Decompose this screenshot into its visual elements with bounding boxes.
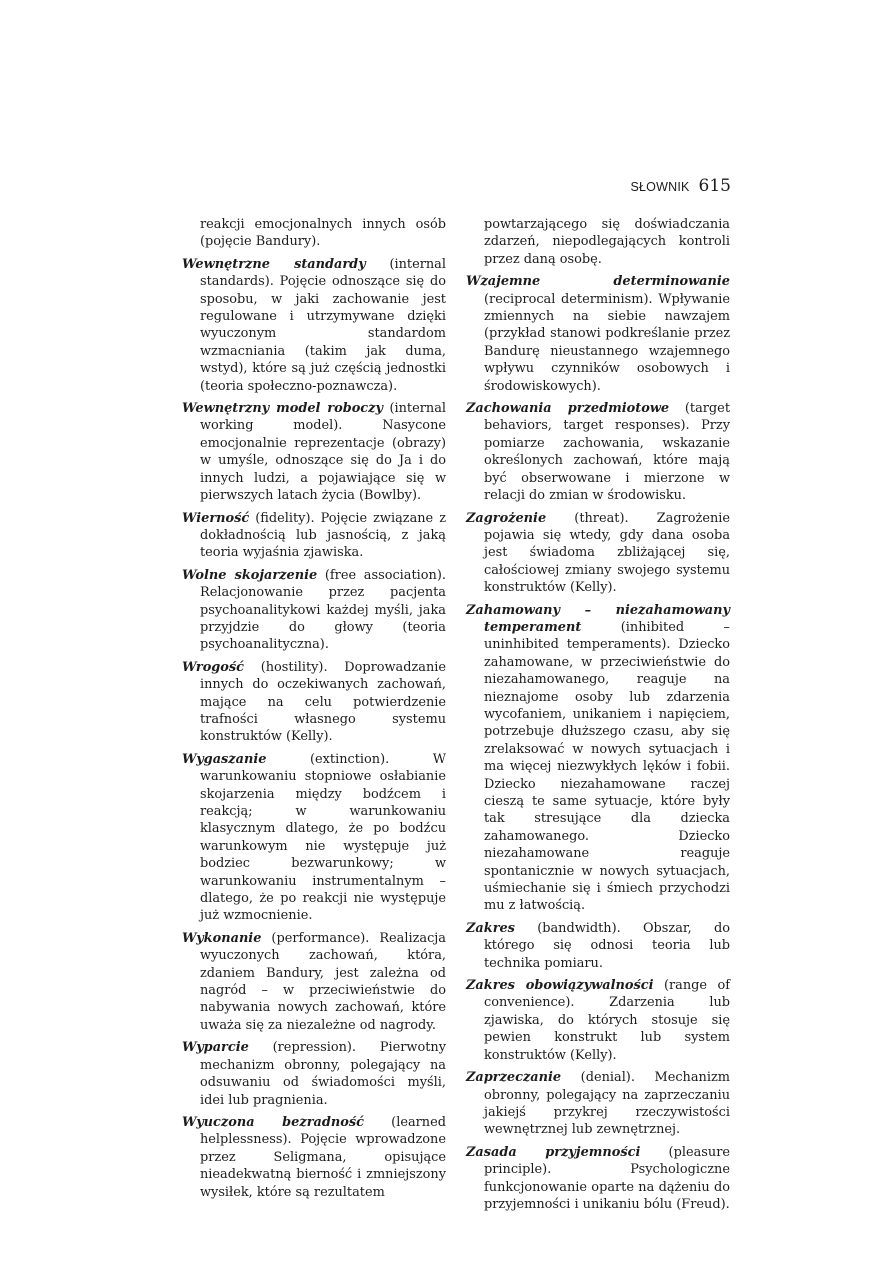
glossary-entry	[182, 1114, 446, 1201]
entry-term: Wyparcie	[182, 1040, 249, 1056]
entry-term: Wolne skojarzenie	[182, 567, 318, 583]
entry-definition: (reciprocal determinism). Wpływanie zmiennych na siebie nawzajem (przykład stanowi podkreślanie przez Bandurę nieustannego wzajemnego wpływu czynników osobowych i środowiskowych).	[484, 291, 730, 394]
entry-definition: (inhibited – uninhibited temperaments). Dziecko zahamowane, w przeciwieństwie do niezahamowanego, reaguje na nieznajome osoby lub zdarzenia wycofaniem, unikaniem i napięciem, potrzebuje dłuższego czasu, aby się zrelaksować w nowych sytuacjach i ma więcej niezwykłych lęków i fobii. Dziecko niezahamowane raczej cieszą te same sytuacje, które były tak stresujące dla dziecka zahamowanego. Dziecko niezahamowane reaguje spontanicznie w nowych sytuacjach, uśmiechanie się i śmiech przychodzi mu z łatwością.	[484, 619, 730, 914]
glossary-entry	[466, 1069, 730, 1139]
glossary-entry	[182, 400, 446, 504]
entry-term: Wyuczona bezradność	[182, 1114, 364, 1130]
entry-definition: (internal working model). Nasycone emocjonalnie reprezentacje (obrazy) w umyśle, odnoszące się do Ja i do innych ludzi, a pojawiające się w pierwszych latach życia (Bowlby).	[200, 401, 446, 504]
entry-term: Wykonanie	[182, 930, 262, 946]
entry-definition: (performance). Realizacja wyuczonych zachowań, która, zdaniem Bandury, jest zależna od nagród – w przeciwieństwie do nabywania nowych zachowań, które uważa się za niezależne od nagrody.	[200, 930, 446, 1033]
entry-definition: (threat). Zagrożenie pojawia się wtedy, gdy dana osoba jest świadoma zbliżającej się, całościowej zmiany swojego systemu konstruktów (Kelly).	[484, 510, 730, 596]
entry-term: Zachowania przedmiotowe	[466, 401, 670, 417]
entry-definition: (hostility). Doprowadzanie innych do oczekiwanych zachowań, mające na celu potwierdzenie trafności własnego systemu konstruktów (Kelly).	[200, 659, 446, 745]
glossary-entry	[466, 400, 730, 504]
glossary-entry	[466, 602, 730, 915]
entry-definition: (extinction). W warunkowaniu stopniowe osłabianie skojarzenia między bodźcem i reakcją; w warunkowaniu klasycznym dlatego, że po bodźcu warunkowym nie występuje już bodziec bezwarunkowy; w warunkowaniu instrumentalnym – dlatego, że po reakcji nie występuje już wzmocnienie.	[200, 751, 446, 924]
entry-definition: (denial). Mechanizm obronny, polegający na zaprzeczaniu jakiejś przykrej rzeczywistości wewnętrznej lub zewnętrznej.	[484, 1070, 730, 1138]
left-column	[182, 216, 446, 1206]
glossary-entry	[182, 930, 446, 1034]
entry-term: Wewnętrzny model roboczy	[182, 401, 383, 417]
entry-continuation: reakcji emocjonalnych innych osób (pojęcie Bandury).	[200, 217, 446, 250]
entry-definition: (internal standards). Pojęcie odnoszące się do sposobu, w jaki zachowanie jest regulowane i utrzymywane dzięki wyuczonym standardom wzmacniania (takim jak duma, wstyd), które są już częścią jednostki (teoria społeczno-poznawcza).	[200, 256, 446, 394]
glossary-entry	[466, 977, 730, 1064]
entry-term: Zagrożenie	[466, 510, 547, 526]
entry-definition: (repression). Pierwotny mechanizm obronny, polegający na odsuwaniu od świadomości myśli, idei lub pragnienia.	[200, 1040, 446, 1108]
entry-definition: (range of convenience). Zdarzenia lub zjawiska, do których stosuje się pewien konstrukt lub system konstruktów (Kelly).	[484, 978, 730, 1063]
entry-term: Zahamowany – niezahamowany temperament	[466, 602, 730, 635]
entry-definition: (pleasure principle). Psychologiczne funkcjonowanie oparte na dążeniu do przyjemności i unikaniu bólu (Freud).	[484, 1144, 730, 1212]
entry-definition: (target behaviors, target responses). Przy pomiarze zachowania, wskazanie określonych zachowań, które mają być obserwowane i mierzone w relacji do zmian w środowisku.	[484, 401, 730, 504]
glossary-entry	[466, 273, 730, 395]
glossary-entry	[182, 1039, 446, 1109]
running-head	[630, 176, 731, 196]
glossary-entry	[182, 751, 446, 925]
entry-term: Wrogość	[182, 659, 245, 675]
glossary-entry	[466, 1144, 730, 1214]
entry-term: Wewnętrzne standardy	[182, 256, 366, 272]
entry-continuation: powtarzającego się doświadczania zdarzeń, niepodlegających kontroli przez daną osobę.	[484, 217, 730, 267]
entry-term: Zaprzeczanie	[466, 1070, 562, 1086]
entry-term: Zakres obowiązywalności	[466, 978, 654, 994]
entry-definition: (fidelity). Pojęcie związane z dokładnością lub jasnością, z jaką teoria wyjaśnia zjawiska.	[200, 510, 446, 561]
glossary-entry	[466, 920, 730, 972]
page-number: 615	[698, 176, 731, 196]
entry-term: Wierność	[182, 510, 250, 526]
glossary-entry	[182, 659, 446, 746]
glossary-entry	[466, 510, 730, 597]
section-title: SŁOWNIK	[630, 180, 690, 194]
entry-definition: (learned helplessness). Pojęcie wprowadzone przez Seligmana, opisujące nieadekwatną bierność i zmniejszony wysiłek, które są rezultatem	[200, 1114, 446, 1200]
entry-term: Zakres	[466, 920, 515, 936]
entry-term: Wygaszanie	[182, 751, 267, 767]
entry-definition: (bandwidth). Obszar, do którego się odnosi teoria lub technika pomiaru.	[484, 920, 730, 971]
glossary-entry	[182, 256, 446, 395]
entry-term: Zasada przyjemności	[466, 1144, 641, 1160]
entry-term: Wzajemne determinowanie	[466, 274, 730, 290]
right-column	[466, 216, 730, 1218]
glossary-entry	[182, 510, 446, 562]
glossary-entry	[182, 567, 446, 654]
entry-definition: (free association). Relacjonowanie przez pacjenta psychoanalitykowi każdej myśli, jaka przyjdzie do głowy (teoria psychoanalityczna).	[200, 567, 446, 653]
